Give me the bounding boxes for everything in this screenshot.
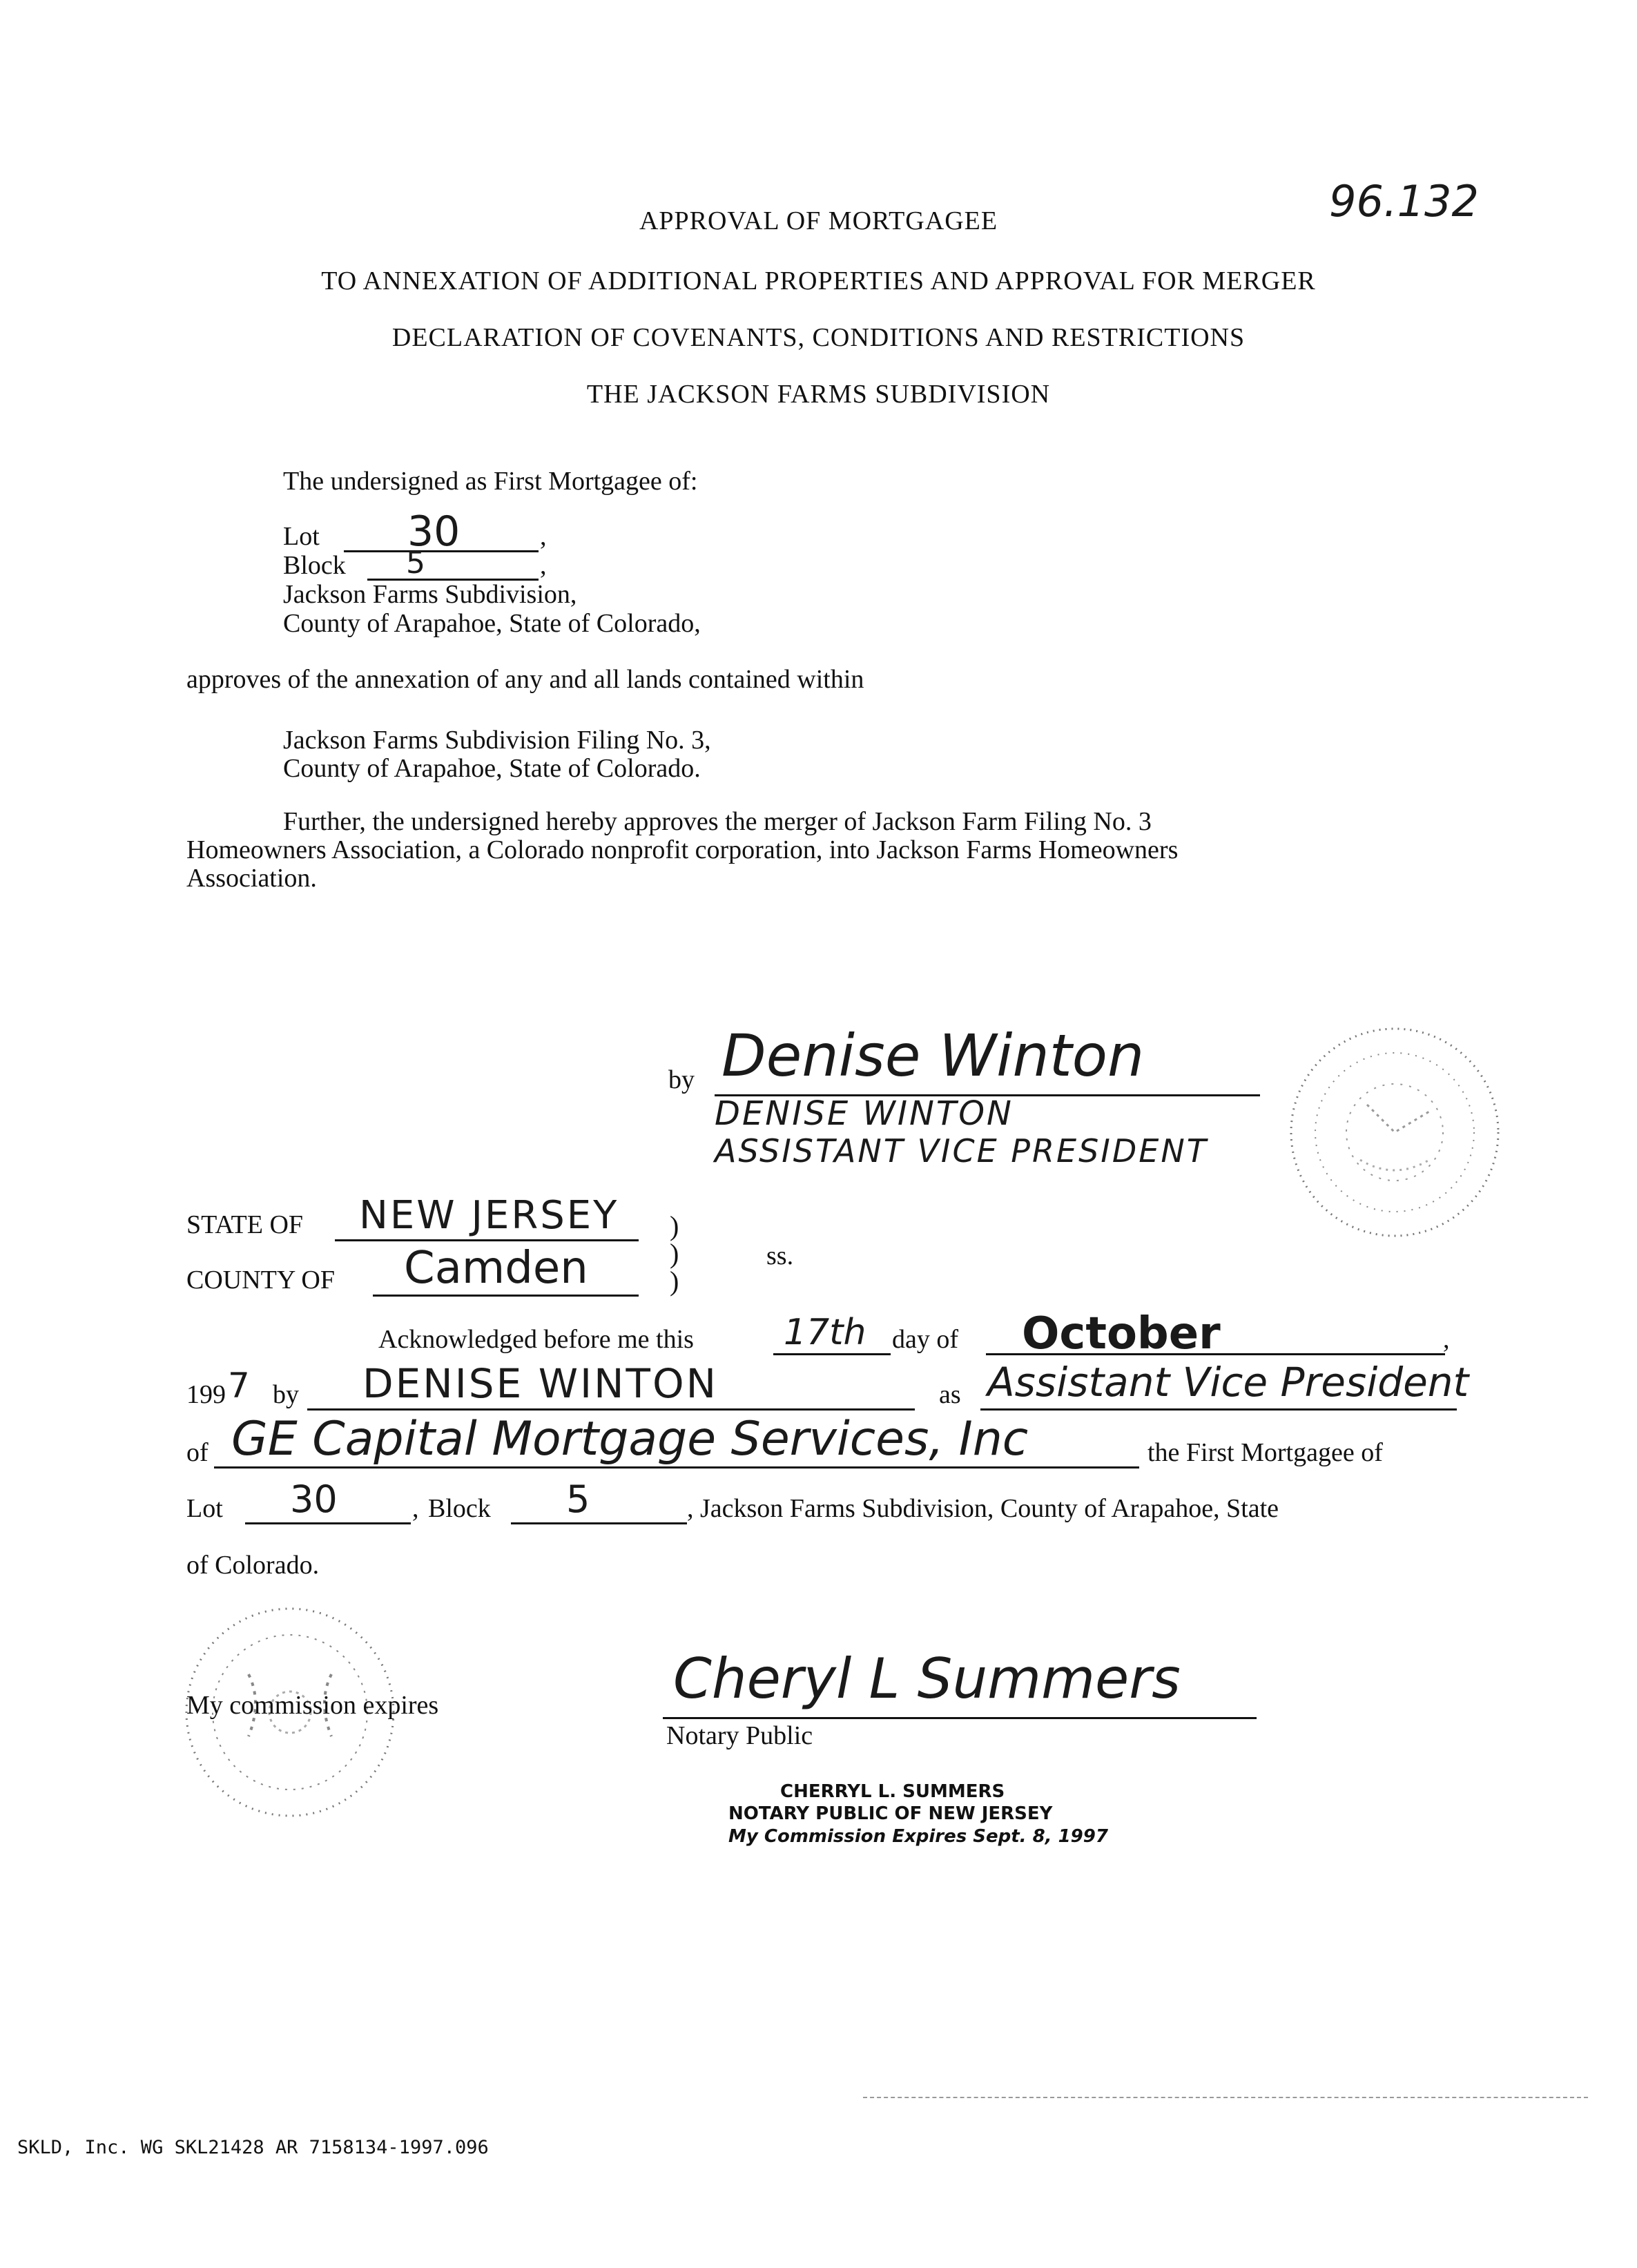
footer-recording-id: SKLD, Inc. WG SKL21428 AR 7158134-1997.096 [17,2137,489,2158]
lot-label: Lot [283,522,320,551]
ack-of: of [186,1438,209,1467]
intro-text: The undersigned as First Mortgagee of: [283,467,698,496]
ack-title-underline [980,1408,1457,1411]
ack-name: DENISE WINTON [362,1360,719,1407]
title-line-2: TO ANNEXATION OF ADDITIONAL PROPERTIES AND APPROVAL FOR MERGER [321,266,1316,295]
ack-lot: 30 [290,1477,338,1521]
paren-3: ) [670,1266,679,1297]
county-label: COUNTY OF [186,1266,335,1295]
block-label: Block [283,551,346,580]
state-value: NEW JERSEY [359,1193,619,1238]
notary-signature: Cheryl L Summers [673,1647,1181,1711]
state-label: STATE OF [186,1210,304,1239]
further-line-1: Further, the undersigned hereby approves the merger of Jackson Farm Filing No. 3 [283,807,1152,836]
corporate-seal [1277,987,1505,1284]
notary-stamp-title: NOTARY PUBLIC OF NEW JERSEY [728,1803,1053,1824]
ack-month: October [1022,1308,1221,1359]
ack-title: Assistant Vice President [987,1359,1469,1406]
notary-label: Notary Public [666,1721,813,1750]
county-underline [373,1295,639,1297]
approves-line: approves of the annexation of any and all lands contained within [186,665,864,694]
ack-block-underline [511,1522,687,1524]
filing-line: Jackson Farms Subdivision Filing No. 3, [283,726,711,755]
ack-name-underline [307,1408,915,1411]
paren-1: ) [670,1210,679,1241]
ack-block: 5 [566,1477,590,1521]
ack-by: by [273,1380,299,1409]
further-line-2: Homeowners Association, a Colorado nonprofit corporation, into Jackson Farms Homeowners [186,835,1179,864]
paren-2: ) [670,1238,679,1269]
ack-year-digit: 7 [228,1366,250,1406]
ack-day-underline [773,1353,891,1355]
ack-tail: , Jackson Farms Subdivision, County of Arapahoe, State [687,1494,1279,1523]
subdivision-line: Jackson Farms Subdivision, [283,580,577,609]
signer-title: ASSISTANT VICE PRESIDENT [715,1132,1208,1170]
ack-block-label: Block [428,1494,491,1523]
ack-colorado: of Colorado. [186,1551,320,1580]
ack-label: Acknowledged before me this [378,1325,694,1354]
ack-month-comma: , [1443,1325,1450,1354]
ack-lot-label: Lot [186,1494,223,1523]
ack-first-mortgagee: the First Mortgagee of [1147,1438,1383,1467]
ack-lot-comma: , [412,1494,419,1523]
bottom-rule [863,2097,1588,2098]
title-line-4: THE JACKSON FARMS SUBDIVISION [586,380,1051,409]
handwritten-reference-number: 96.132 [1329,176,1479,226]
further-line-3: Association. [186,864,317,893]
ack-lot-underline [245,1522,411,1524]
notary-signature-underline [663,1717,1257,1719]
block-value: 5 [406,545,425,581]
state-underline [335,1239,639,1241]
signer-signature: Denise Winton [721,1022,1145,1089]
ack-year-prefix: 199 [186,1380,226,1409]
title-line-1: APPROVAL OF MORTGAGEE [639,206,998,235]
county-line: County of Arapahoe, State of Colorado, [283,609,701,638]
county-line-2: County of Arapahoe, State of Colorado. [283,754,701,783]
ack-company: GE Capital Mortgage Services, Inc [231,1412,1029,1466]
signer-name: DENISE WINTON [715,1094,1014,1133]
ss-label: ss. [766,1241,794,1270]
county-value: Camden [404,1243,588,1294]
commission-label: My commission expires [186,1691,439,1720]
title-line-3: DECLARATION OF COVENANTS, CONDITIONS AND RESTRICTIONS [391,323,1246,352]
notary-stamp-expiry: My Commission Expires Sept. 8, 1997 [728,1826,1108,1847]
block-comma: , [540,551,547,580]
ack-day: 17th [784,1312,866,1353]
lot-comma: , [540,522,547,551]
by-label: by [668,1065,695,1094]
notary-stamp-name: CHERRYL L. SUMMERS [780,1781,1005,1802]
ack-day-of: day of [892,1325,959,1354]
lot-value: 30 [407,507,461,556]
ack-as: as [939,1380,961,1409]
ack-company-underline [214,1466,1139,1469]
